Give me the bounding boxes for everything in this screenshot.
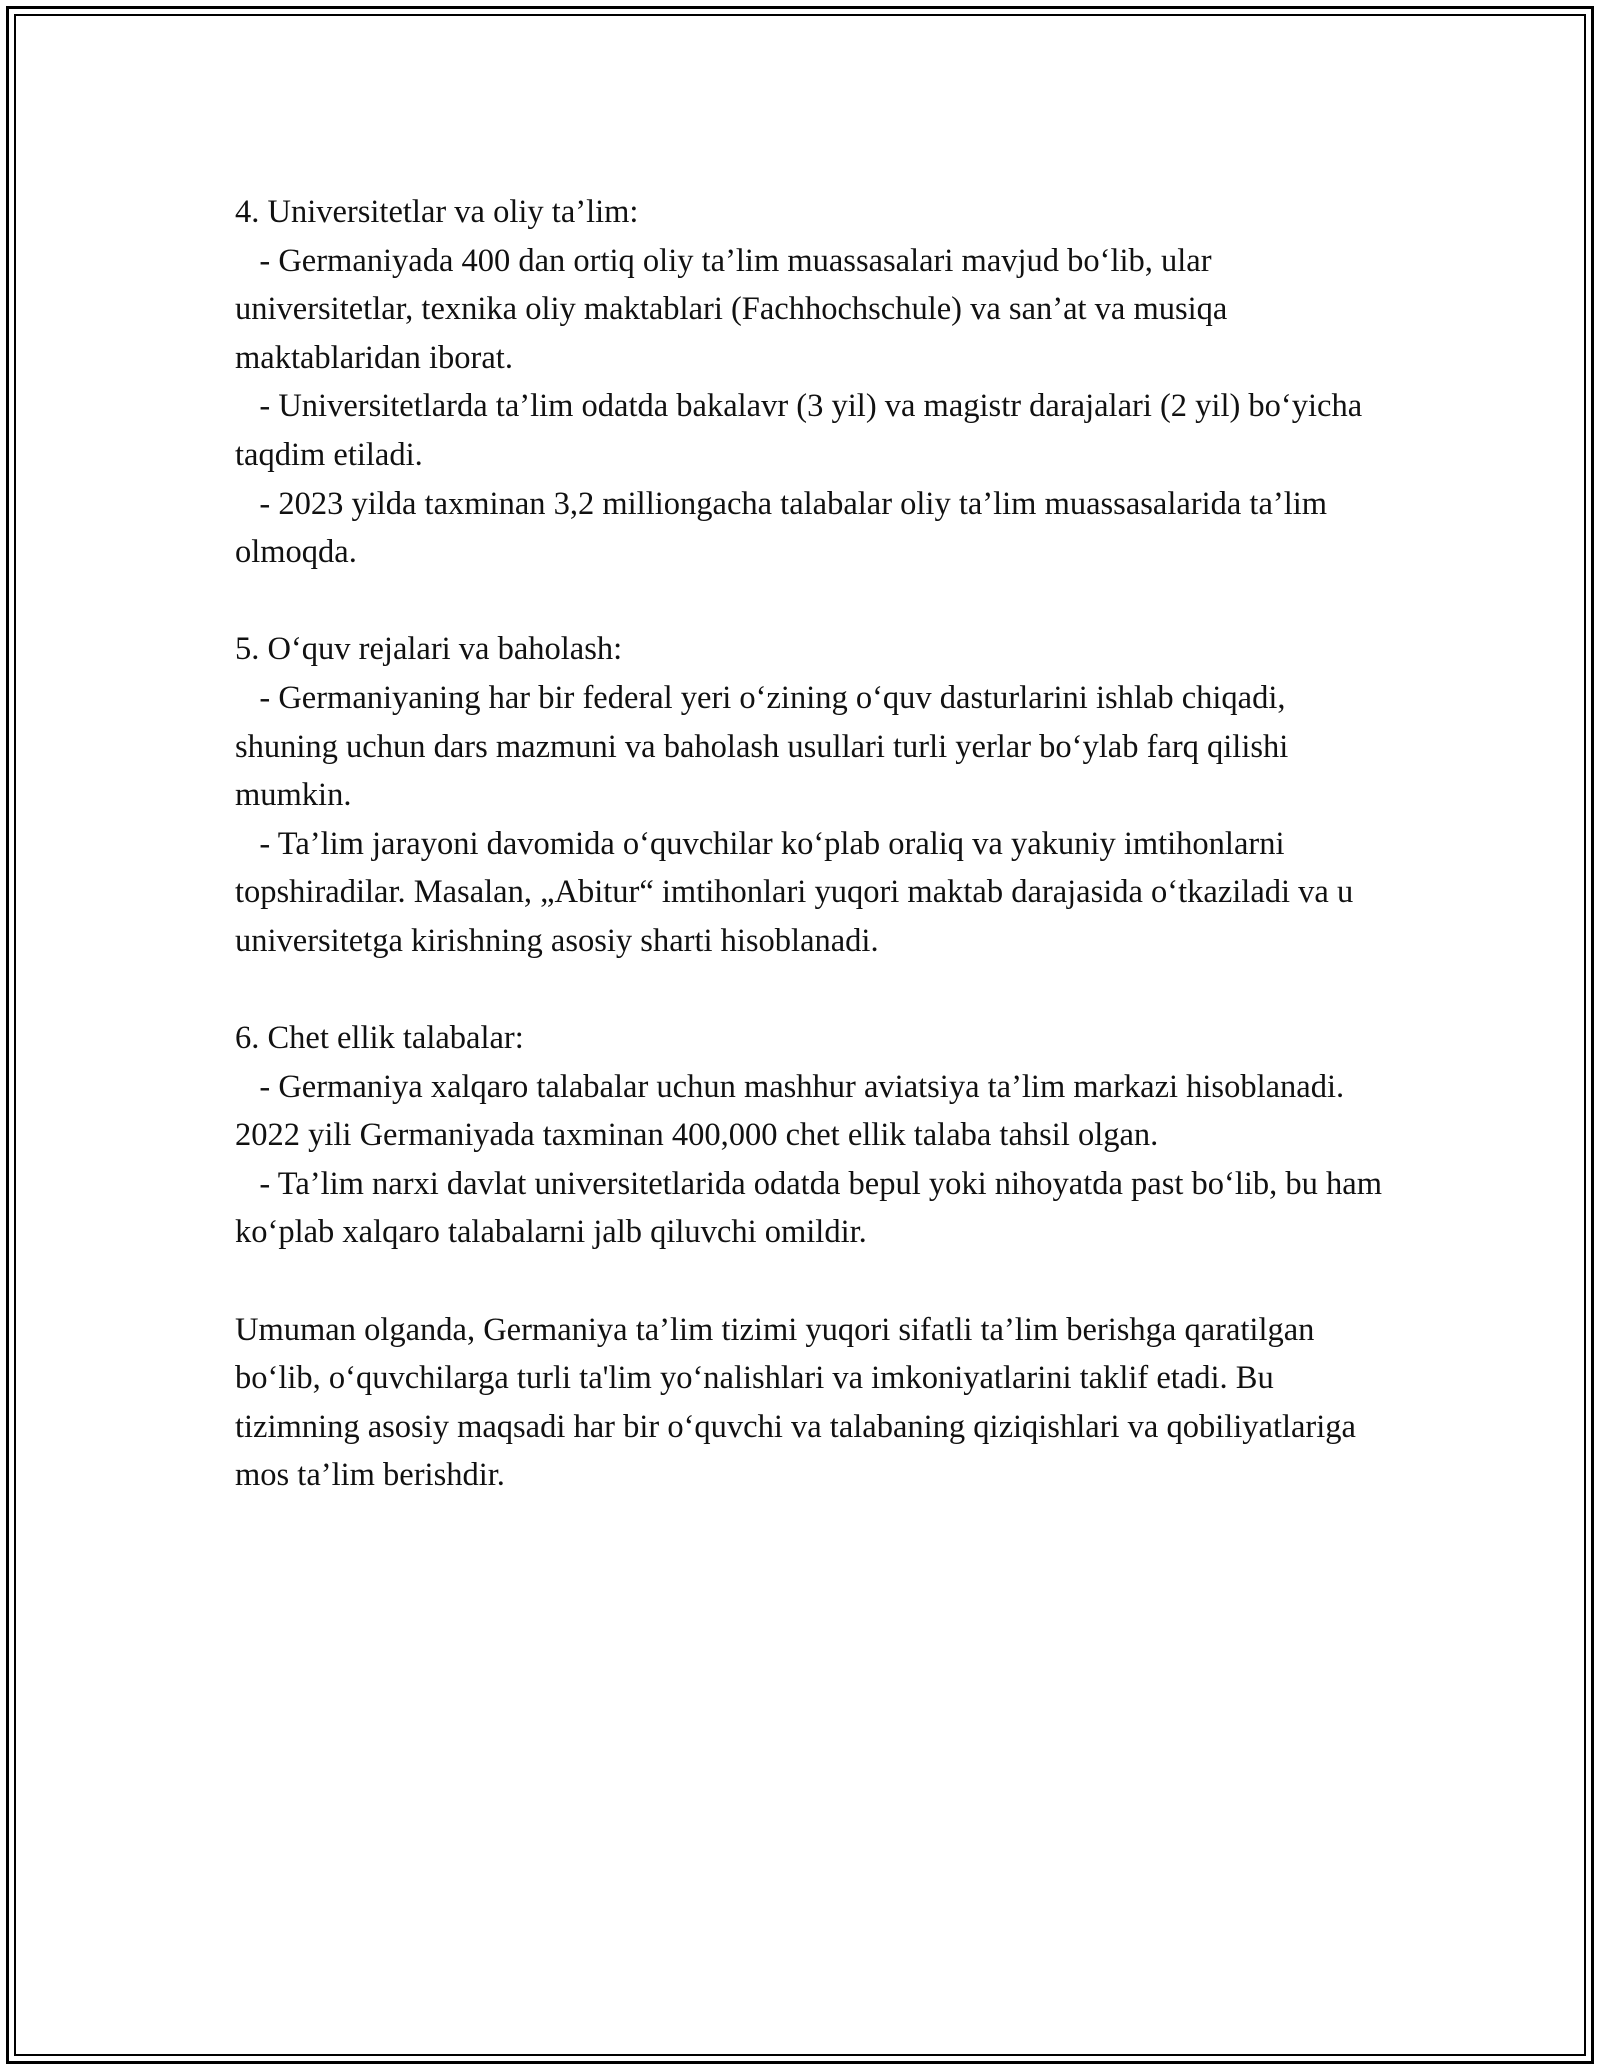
document-body bbox=[235, 188, 1391, 1500]
list-item: - 2023 yilda taxminan 3,2 milliongacha talabalar oliy ta’lim muassasalarida ta’lim olmoqda. bbox=[235, 485, 1336, 571]
section-universities bbox=[235, 188, 1385, 577]
list-item: - Germaniya xalqaro talabalar uchun mashhur aviatsiya ta’lim markazi hisoblanadi. 2022 yili Germaniyada taxminan 400,000 chet ellik talaba tahsil olgan. bbox=[235, 1068, 1353, 1154]
list-item: - Ta’lim jarayoni davomida o‘quvchilar ko‘plab oraliq va yakuniy imtihonlarni topshiradilar. Masalan, „Abitur“ imtihonlari yuqori maktab darajasida o‘tkaziladi va u universitetga kirishning asosiy sharti hisoblanadi. bbox=[235, 825, 1362, 959]
list-item: - Germaniyaning har bir federal yeri o‘zining o‘quv dasturlarini ishlab chiqadi, shuning uchun dars mazmuni va baholash usullari turli yerlar bo‘ylab farq qilishi mumkin. bbox=[235, 679, 1297, 814]
list-item: - Germaniyada 400 dan ortiq oliy ta’lim muassasalari mavjud bo‘lib, ular universitetlar, texnika oliy maktablari (Fachhochschule) va san’at va musiqa maktablaridan iborat. bbox=[235, 242, 1236, 376]
section-heading: 5. O‘quv rejalari va baholash: bbox=[235, 631, 623, 668]
conclusion-paragraph: Umuman olganda, Germaniya ta’lim tizimi yuqori sifatli ta’lim berishga qaratilgan bo‘lib, o‘quvchilarga turli ta'lim yo‘nalishlari va imkoniyatlarini taklif etadi. Bu tizimning asosiy maqsadi har bir o‘quvchi va talabaning qiziqishlari va qobiliyatlariga mos ta’lim berishdir. bbox=[235, 1311, 1356, 1494]
list-item: - Universitetlarda ta’lim odatda bakalavr (3 yil) va magistr darajalari (2 yil) bo‘yicha taqdim etiladi. bbox=[235, 388, 1371, 473]
list-item: - Ta’lim narxi davlat universitetlarida odatda bepul yoki nihoyatda past bo‘lib, bu ham ko‘plab xalqaro talabalarni jalb qiluvchi omildir. bbox=[235, 1165, 1391, 1251]
section-curricula-assessment bbox=[235, 625, 1385, 965]
section-heading: 6. Chet ellik talabalar: bbox=[235, 1020, 524, 1057]
section-heading: 4. Universitetlar va oliy ta’lim: bbox=[235, 194, 639, 230]
section-foreign-students bbox=[235, 1014, 1391, 1257]
